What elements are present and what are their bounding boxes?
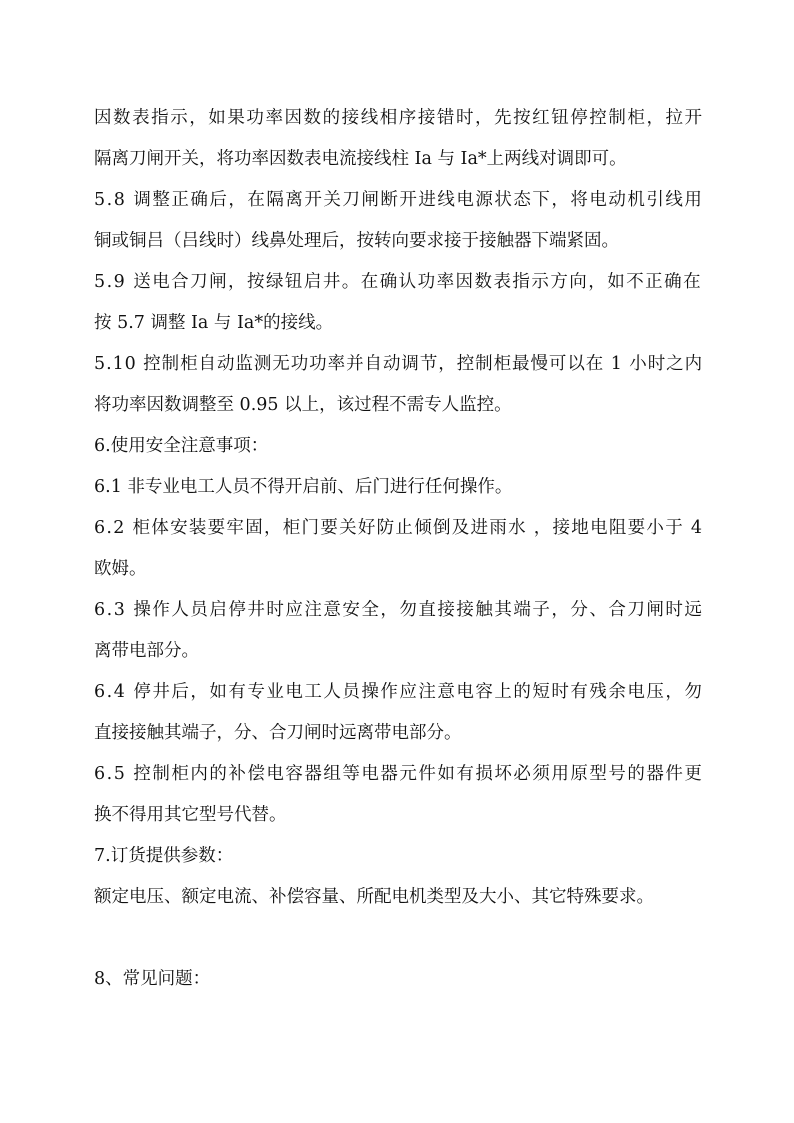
section-heading-7: 7.订货提供参数：	[94, 846, 234, 866]
text-line-20: 额定电压、额定电流、补偿容量、所配电机类型及大小、其它特殊要求。	[94, 887, 654, 907]
text-line-1: 因数表指示，如果功率因数的接线相序接错时，先按红钮停控制柜，拉开	[94, 108, 704, 128]
text-line-16: 直接接触其端子，分、合刀闸时远离带电部分。	[94, 723, 462, 743]
section-heading-6: 6.使用安全注意事项：	[94, 436, 269, 456]
text-line-6: 按 5.7 调整 Ia 与 Ia*的接线。	[94, 313, 334, 333]
text-line-10: 6.1 非专业电工人员不得开启前、后门进行任何操作。	[94, 477, 513, 497]
text-line-11: 6.2 柜体安装要牢固，柜门要关好防止倾倒及进雨水 ，接地电阻要小于 4	[94, 518, 704, 538]
text-line-3: 5.8 调整正确后，在隔离开关刀闸断开进线电源状态下，将电动机引线用	[94, 190, 704, 210]
text-line-12: 欧姆。	[94, 559, 147, 579]
blank-line	[94, 918, 702, 959]
section-heading-8: 8、常见问题：	[94, 969, 211, 989]
text-line-5: 5.9 送电合刀闸，按绿钮启井。在确认功率因数表指示方向，如不正确在	[94, 272, 703, 292]
text-line-8: 将功率因数调整至 0.95 以上，该过程不需专人监控。	[94, 395, 512, 415]
text-line-18: 换不得用其它型号代替。	[94, 805, 287, 825]
text-line-4: 铜或铜吕（吕线时）线鼻处理后，按转向要求接于接触器下端紧固。	[94, 231, 619, 251]
text-line-13: 6.3 操作人员启停井时应注意安全，勿直接接触其端子，分、合刀闸时远	[94, 600, 704, 620]
text-line-7: 5.10 控制柜自动监测无功功率并自动调节，控制柜最慢可以在 1 小时之内	[94, 354, 704, 374]
text-line-15: 6.4 停井后，如有专业电工人员操作应注意电容上的短时有残余电压，勿	[94, 682, 704, 702]
text-line-17: 6.5 控制柜内的补偿电容器组等电器元件如有损坏必须用原型号的器件更	[94, 764, 704, 784]
text-line-14: 离带电部分。	[94, 641, 199, 661]
text-line-2: 隔离刀闸开关，将功率因数表电流接线柱 Ia 与 Ia*上两线对调即可。	[94, 149, 627, 169]
document-body	[94, 98, 702, 1000]
